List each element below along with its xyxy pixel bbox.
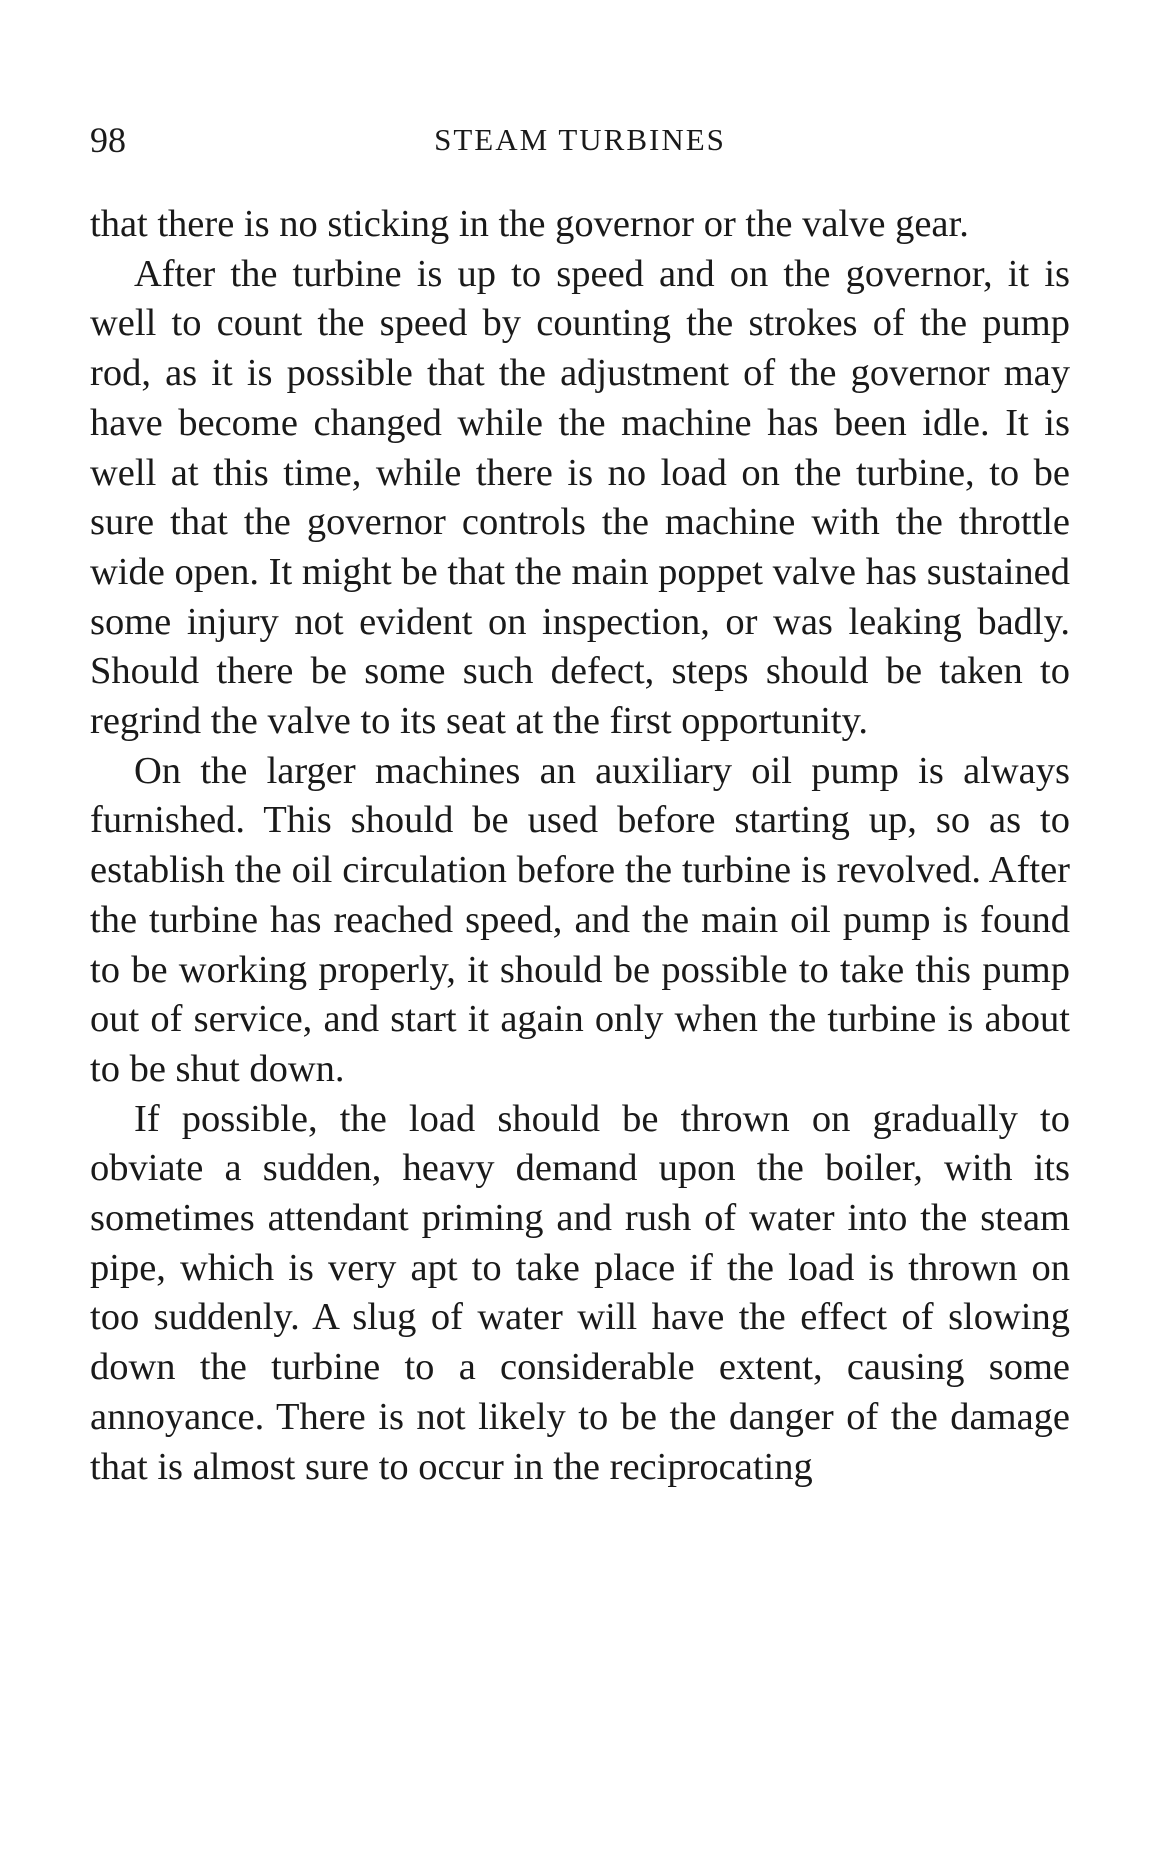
paragraph-turbine-speed: After the turbine is up to speed and on the governor, it is well to count the speed by counting the strokes of the pump rod, as it is possible that the adjustment of the governor may have become changed while the machine has been idle. It is well at this time, while there is no load on the turbine, to be sure that the governor controls the machine with the throttle wide open. It might be that the main poppet valve has sustained some injury not evident on inspection, or was leaking badly. Should there be some such defect, steps should be taken to regrind the valve to its seat at the first opportunity.: [90, 252, 1070, 743]
paragraph-continued: that there is no sticking in the governor or the valve gear.: [90, 203, 969, 245]
paragraph-load: If possible, the load should be thrown on gradually to obviate a sudden, heavy demand upon the boiler, with its sometimes attendant priming and rush of water into the steam pipe, which is very apt to take place if the load is thrown on too suddenly. A slug of water will have the effect of slowing down the turbine to a considerable extent, causing some annoyance. There is not likely to be the danger of the damage that is almost sure to occur in the reciprocating: [90, 1097, 1070, 1488]
page-number: 98: [90, 120, 126, 160]
paragraph-oil-pump: On the larger machines an auxiliary oil pump is always furnished. This should be used before starting up, so as to establish the oil circulation before the turbine is revolved. After the turbine has reached speed, and the main oil pump is found to be working properly, it should be possible to take this pump out of service, and start it again only when the turbine is about to be shut down.: [90, 749, 1070, 1090]
body-text: [90, 200, 1070, 1492]
running-title: STEAM TURBINES: [434, 122, 726, 157]
running-head: [90, 118, 1070, 162]
